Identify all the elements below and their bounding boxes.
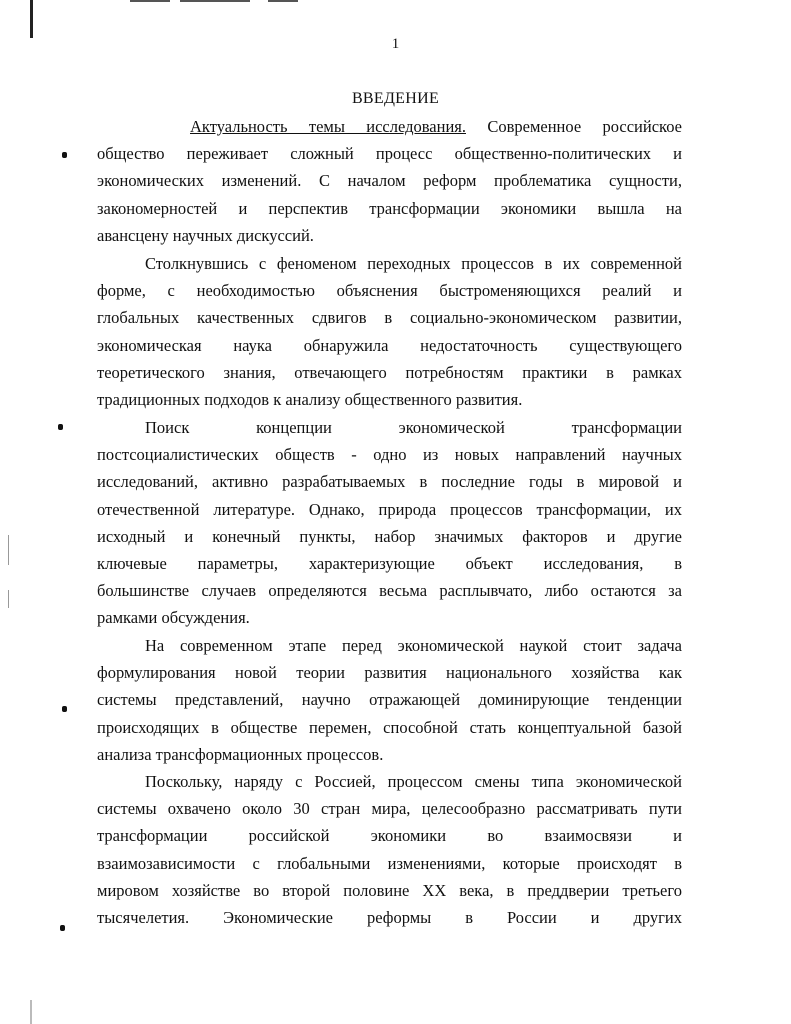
text-line: традиционных подходов к анализу общественного развития. (97, 389, 523, 409)
text-line: происходящих в обществе перемен, способной стать концептуальной базой (97, 717, 682, 737)
paragraph-3 (97, 414, 682, 632)
page-number: 1 (391, 36, 400, 52)
text-line: формулирования новой теории развития национального хозяйства как (97, 663, 682, 683)
paragraph-1 (97, 113, 682, 249)
text-line: теоретического знания, отвечающего потребностям практики в рамках (97, 362, 682, 382)
text-line: форме, с необходимостью объяснения быстроменяющихся реалий и (97, 281, 682, 301)
margin-dot-mark (58, 424, 63, 430)
section-heading: ВВЕДЕНИЕ (351, 90, 440, 107)
text-line: закономерностей и перспектив трансформации экономики вышла на (97, 198, 682, 218)
paragraph-2 (97, 250, 682, 413)
text-line: экономическая наука обнаружила недостаточность существующего (97, 335, 682, 355)
text-line: ключевые параметры, характеризующие объект исследования, в (97, 553, 682, 573)
scan-edge-mark (30, 1000, 32, 1024)
margin-tick-mark (8, 590, 9, 608)
text-line: взаимозависимости с глобальными изменениями, которые происходят в (97, 853, 682, 873)
text-line: рамками обсуждения. (97, 608, 250, 628)
margin-tick-mark (8, 535, 9, 565)
scan-top-mark (268, 0, 298, 2)
text-line: глобальных качественных сдвигов в социально-экономическом развитии, (97, 308, 682, 328)
text-line: экономических изменений. С началом реформ проблематика сущности, (97, 171, 682, 191)
margin-dot-mark (60, 925, 65, 931)
margin-dot-mark (62, 152, 67, 158)
text-line: отечественной литературе. Однако, природа процессов трансформации, их (97, 499, 682, 519)
paragraph-5 (97, 768, 682, 931)
text-line: тысячелетия. Экономические реформы в России и других (97, 907, 682, 927)
text-line: Поиск концепции экономической трансформации (145, 418, 682, 437)
paragraph-4 (97, 632, 682, 768)
text-line: системы представлений, научно отражающей доминирующие тенденции (97, 690, 682, 710)
topic-relevance-label: Актуальность темы исследования. (190, 117, 466, 136)
scan-edge-mark (30, 0, 33, 38)
text-fragment: Современное российское (466, 117, 682, 136)
text-line: авансцену научных дискуссий. (97, 225, 314, 245)
text-line: Поскольку, наряду с Россией, процессом смены типа экономической (145, 772, 682, 791)
text-line: мировом хозяйстве во второй половине XX века, в преддверии третьего (97, 880, 682, 900)
text-line: исходный и конечный пункты, набор значимых факторов и другие (97, 526, 682, 546)
text-line: общество переживает сложный процесс общественно-политических и (97, 144, 682, 164)
text-line: большинстве случаев определяются весьма расплывчато, либо остаются за (97, 581, 682, 601)
margin-dot-mark (62, 706, 67, 712)
text-line: постсоциалистических обществ - одно из новых направлений научных (97, 445, 682, 465)
text-line: На современном этапе перед экономической наукой стоит задача (145, 636, 682, 655)
text-line: исследований, активно разрабатываемых в последние годы в мировой и (97, 472, 682, 492)
text-line: Столкнувшись с феноменом переходных процессов в их современной (145, 254, 682, 273)
text-line: трансформации российской экономики во взаимосвязи и (97, 826, 682, 846)
scan-top-mark (130, 0, 170, 2)
text-line (97, 113, 682, 140)
text-line: анализа трансформационных процессов. (97, 744, 384, 764)
scan-top-mark (180, 0, 250, 2)
text-line: системы охвачено около 30 стран мира, целесообразно рассматривать пути (97, 799, 682, 819)
